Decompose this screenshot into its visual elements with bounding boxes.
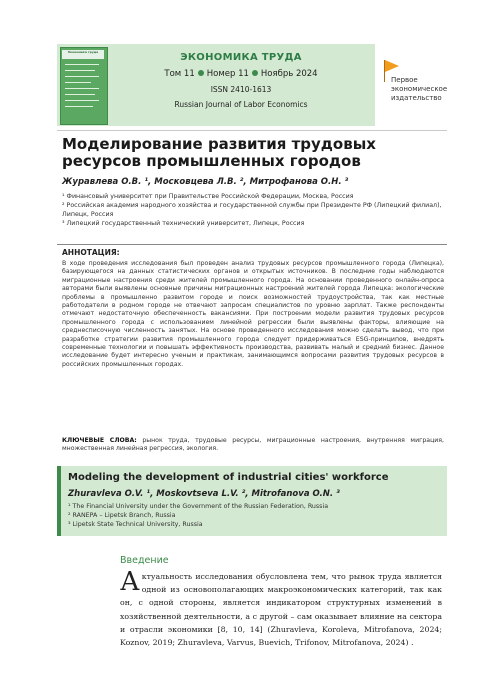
article-title: Моделирование развития трудовых ресурсов промышленных городов bbox=[62, 135, 376, 170]
drop-cap: А bbox=[120, 567, 140, 597]
article-authors: Журавлева О.В. ¹, Московцева Л.В. ², Митрофанова О.Н. ³ bbox=[62, 177, 349, 187]
volume: Том 11 bbox=[164, 69, 195, 79]
intro-heading: Введение bbox=[120, 555, 169, 566]
publisher-flag-icon bbox=[385, 60, 399, 72]
english-authors: Zhuravleva O.V. ¹, Moskovtseva L.V. ², Mitrofanova O.N. ³ bbox=[68, 489, 340, 499]
abstract-heading: АННОТАЦИЯ: bbox=[62, 248, 120, 257]
publisher-name: Первое экономическое издательство bbox=[391, 76, 448, 102]
bullet-dot-icon bbox=[198, 70, 204, 76]
issn: ISSN 2410-1613 bbox=[210, 85, 272, 94]
english-affiliation-1: ¹ The Financial University under the Government of the Russian Federation, Russia bbox=[68, 503, 329, 510]
number: Номер 11 bbox=[206, 69, 249, 79]
abstract-text: В ходе проведения исследования был проведен анализ трудовых ресурсов промышленного города (Липецка), базирующегося на данных статистических органов и открытых источников. В последние годы наблюдаются миграционные настроения среди жителей промышленного города. На основании проведенного онлайн-опроса авторами были выявлены основные причины миграционных настроений жителей города Липецка: экологические проблемы в промышленно развитом городе и поиск возможностей трудоустройства, так как местные работодатели в родном городе не отвечают запросам специалистов по уровню зарплат. Также респонденты отмечают недостаточную обеспеченность вакансиями. При построении модели развития трудовых ресурсов промышленного города с использованием линейной регрессии были выявлены факторы, влияющие на среднесписочную численность занятых. На основе проведенного исследования можно сделать вывод, что при разработке стратегии развития промышленного города следует придерживаться ESG-принципов, внедрять современные технологии и повышать эффективность производства, развивать малый и средний бизнес. Данное исследование будет интересно ученым и практикам, занимающимся вопросами развития трудовых ресурсов в российских промышленных городах. bbox=[62, 260, 444, 368]
cover-title: Экономика труда bbox=[67, 50, 99, 54]
keywords bbox=[62, 437, 444, 454]
issue-info bbox=[106, 69, 376, 79]
header-divider bbox=[57, 130, 447, 131]
keywords-text: рынок труда, трудовые ресурсы, миграционные настроения, внутренняя миграция, множественная линейная регрессия, экология. bbox=[62, 437, 444, 453]
english-affiliation-2: ² RANEPA – Lipetsk Branch, Russia bbox=[68, 512, 176, 519]
issue-date: Ноябрь 2024 bbox=[260, 69, 318, 79]
affiliation-1: ¹ Финансовый университет при Правительстве Российской Федерации, Москва, Россия bbox=[62, 193, 354, 200]
affiliation-3: ³ Липецкий государственный технический университет, Липецк, Россия bbox=[62, 220, 305, 227]
abstract-divider bbox=[57, 244, 447, 245]
bullet-dot-icon bbox=[252, 70, 258, 76]
english-title: Modeling the development of industrial cities' workforce bbox=[68, 472, 389, 483]
english-affiliation-3: ³ Lipetsk State Technical University, Russia bbox=[68, 521, 203, 528]
keywords-label: КЛЮЧЕВЫЕ СЛОВА: bbox=[62, 437, 137, 444]
intro-paragraph bbox=[120, 567, 442, 649]
journal-name-en: Russian Journal of Labor Economics bbox=[174, 100, 308, 109]
affiliation-2: ² Российская академия народного хозяйства и государственной службы при Президенте РФ (Липецкий филиал), Липецк, Россия bbox=[62, 202, 442, 218]
english-box-accent-bar bbox=[57, 466, 61, 536]
journal-name: ЭКОНОМИКА ТРУДА bbox=[180, 52, 302, 63]
intro-text: ктуальность исследования обусловлена тем, что рынок труда является одной из основополагающих макроэкономических категорий, так как он, с одной стороны, является индикатором структурных изменений в хозяйственной деятельности, а с другой – сам оказывает влияние на сектора и отрасли экономики [8, 10, 14] (Zhuravleva, Koroleva, Mitrofanova, 2024; Koznov, 2019; Zhuravleva, Varvus, Buevich, Trifonov, Mitrofanova, 2024) . bbox=[120, 572, 442, 648]
